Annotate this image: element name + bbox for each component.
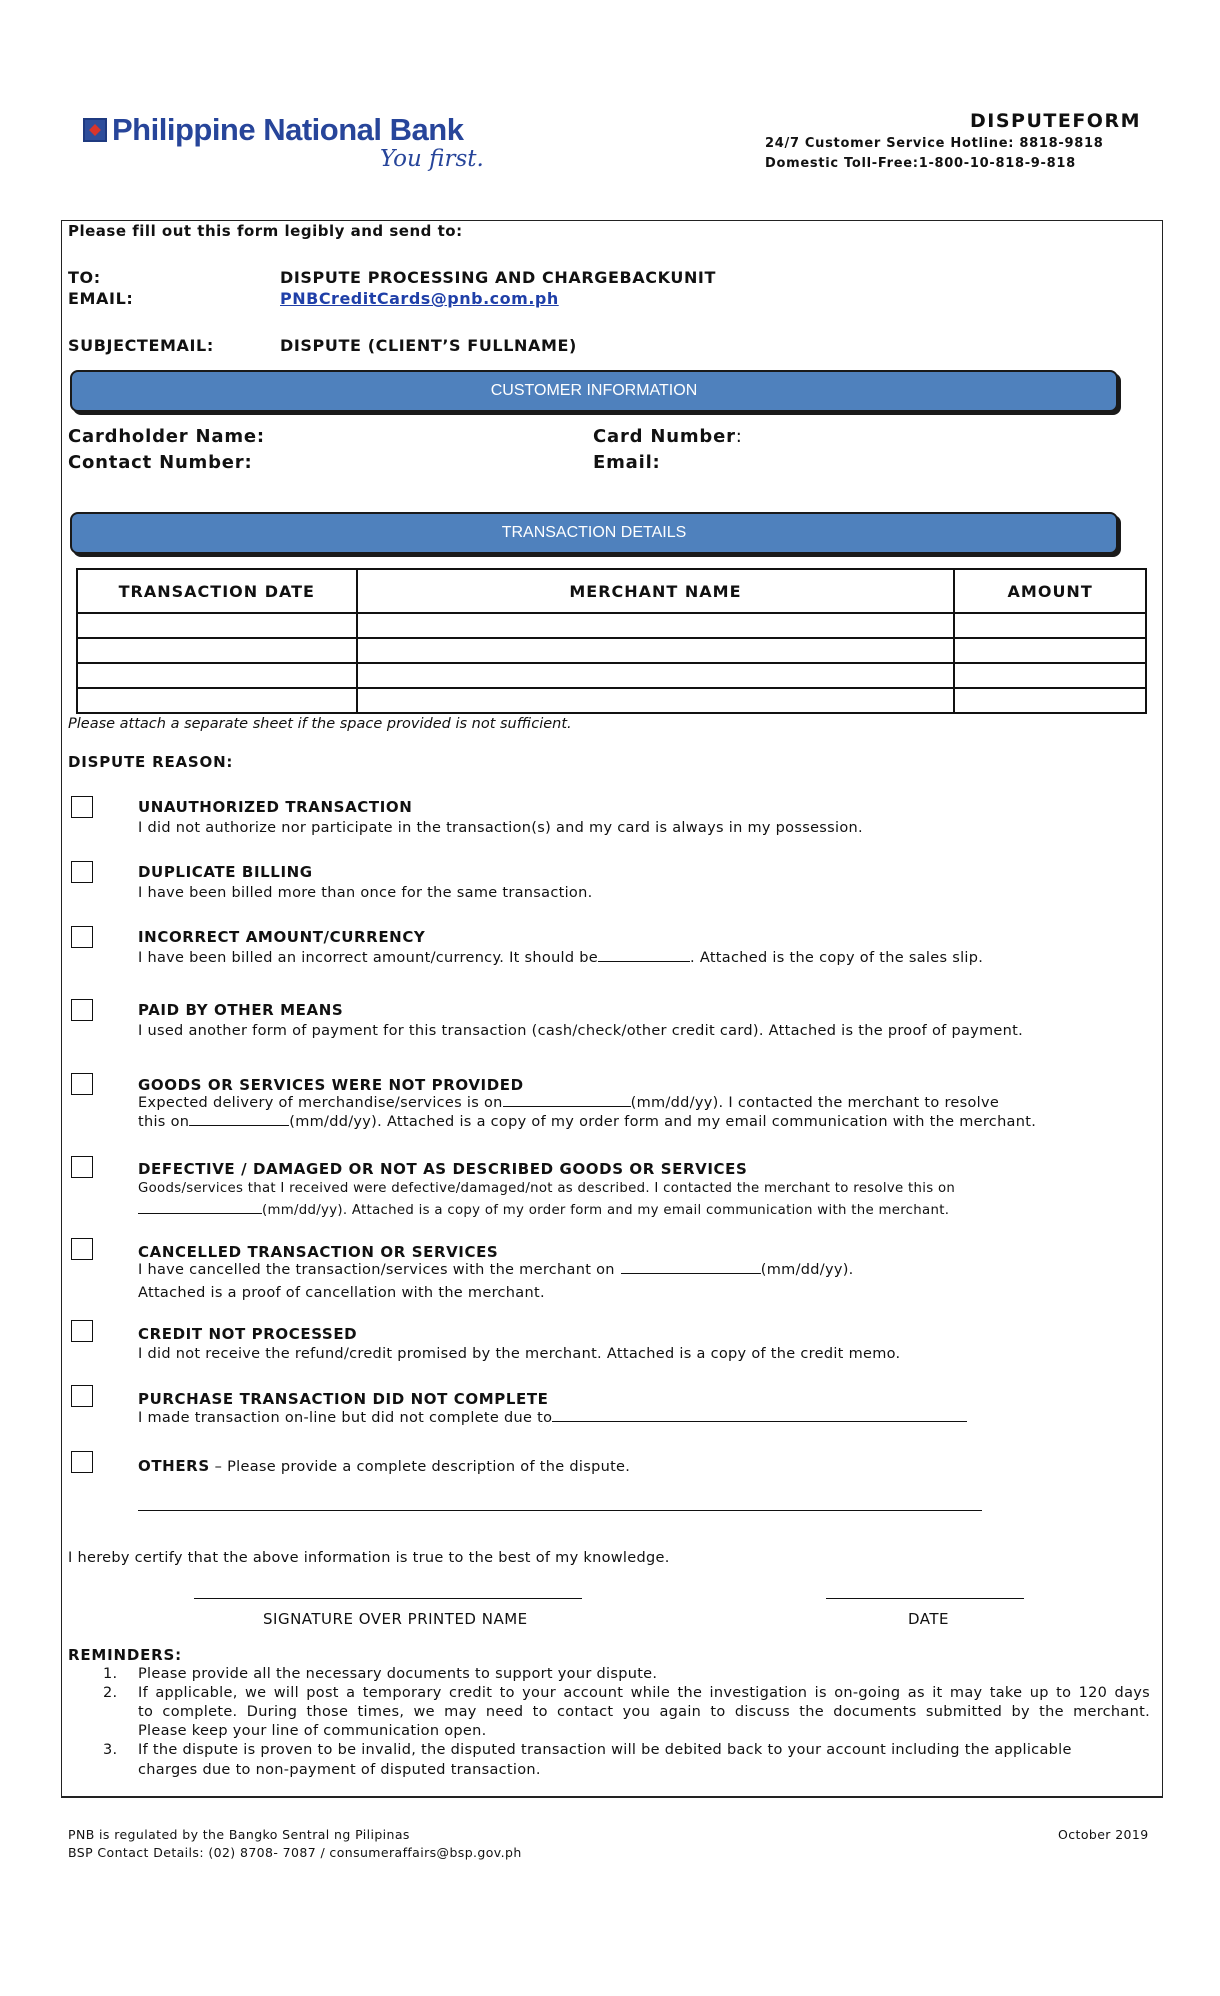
to-label: TO: — [68, 268, 101, 287]
card-number-label: Card Number — [593, 426, 736, 447]
date-caption: DATE — [908, 1610, 950, 1628]
reason-desc-part: (mm/dd/yy). — [760, 1262, 854, 1278]
reason-desc-part: I have been billed an incorrect amount/currency. It should be — [138, 950, 599, 966]
table-row[interactable] — [77, 613, 1146, 638]
reminder-number: 2. — [103, 1685, 118, 1701]
reminder-line: Please keep your line of communication open. — [138, 1723, 487, 1739]
reason-desc-part: I made transaction on-line but did not complete due to — [138, 1410, 553, 1426]
reason-desc: Attached is a proof of cancellation with the merchant. — [138, 1285, 545, 1301]
checkbox-icon[interactable] — [71, 1238, 93, 1260]
reason-desc-part: (mm/dd/yy). I contacted the merchant to resolve — [630, 1095, 1000, 1111]
email-label: EMAIL: — [68, 289, 134, 308]
card-number-field[interactable] — [593, 426, 743, 447]
reminder-line: Please provide all the necessary documents to support your dispute. — [138, 1666, 658, 1682]
reminder-line: If applicable, we will post a temporary credit to your account while the investigation is on-going as it may take up to 120 days — [138, 1685, 1150, 1701]
reason-title: PURCHASE TRANSACTION DID NOT COMPLETE — [138, 1390, 549, 1408]
reason-desc — [138, 1114, 1036, 1130]
reason-desc-part: I have cancelled the transaction/services with the merchant on — [138, 1262, 615, 1278]
cell-amount[interactable] — [954, 663, 1146, 688]
table-header-row — [77, 569, 1146, 613]
to-value: DISPUTE PROCESSING AND CHARGEBACKUNIT — [280, 268, 716, 287]
reason-title: DEFECTIVE / DAMAGED OR NOT AS DESCRIBED GOODS OR SERVICES — [138, 1160, 748, 1178]
reason-desc — [138, 950, 983, 966]
hotline-text: 24/7 Customer Service Hotline: 8818-9818 — [765, 136, 1104, 151]
cell-merchant[interactable] — [357, 663, 955, 688]
reason-title: CANCELLED TRANSACTION OR SERVICES — [138, 1243, 499, 1261]
reason-desc: Goods/services that I received were defective/damaged/not as described. I contacted the merchant to resolve this on — [138, 1181, 956, 1196]
transaction-heading: TRANSACTION DETAILS — [70, 512, 1118, 554]
checkbox-icon[interactable] — [71, 1320, 93, 1342]
checkbox-icon[interactable] — [71, 796, 93, 818]
checkbox-icon[interactable] — [71, 1156, 93, 1178]
cell-amount[interactable] — [954, 638, 1146, 663]
delivery-date-blank[interactable] — [503, 1106, 631, 1107]
reason-desc — [138, 1203, 949, 1218]
col-merchant-name: MERCHANT NAME — [357, 569, 955, 613]
col-transaction-date: TRANSACTION DATE — [77, 569, 357, 613]
reason-others — [138, 1457, 630, 1475]
subject-label: SUBJECTEMAIL: — [68, 336, 214, 355]
cell-date[interactable] — [77, 688, 357, 713]
resolve-date-blank[interactable] — [138, 1213, 262, 1214]
cell-date[interactable] — [77, 638, 357, 663]
cell-date[interactable] — [77, 663, 357, 688]
send-instruction: Please fill out this form legibly and send to: — [68, 222, 463, 240]
reason-desc — [138, 1095, 999, 1111]
reason-title: CREDIT NOT PROCESSED — [138, 1325, 358, 1343]
reminder-line: to complete. During those times, we may need to contact you again to discuss the documents submitted by the merchant. — [138, 1704, 1150, 1720]
reason-desc — [138, 1262, 854, 1278]
reason-desc-part: (mm/dd/yy). Attached is a copy of my order form and my email communication with the merchant. — [289, 1114, 1037, 1130]
reason-title: OTHERS — [138, 1457, 210, 1475]
table-row[interactable] — [77, 663, 1146, 688]
tollfree-text: Domestic Toll-Free:1-800-10-818-9-818 — [765, 156, 1076, 171]
certify-statement: I hereby certify that the above information is true to the best of my knowledge. — [68, 1550, 670, 1566]
pnb-logo-icon — [83, 118, 107, 142]
reason-desc: I have been billed more than once for the same transaction. — [138, 885, 593, 901]
table-row[interactable] — [77, 638, 1146, 663]
reason-desc-part: – Please provide a complete description of the dispute. — [209, 1459, 631, 1475]
form-title: DISPUTEFORM — [970, 110, 1141, 132]
checkbox-icon[interactable] — [71, 861, 93, 883]
checkbox-icon[interactable] — [71, 926, 93, 948]
cell-merchant[interactable] — [357, 638, 955, 663]
dispute-heading: DISPUTE REASON: — [68, 753, 234, 771]
reason-title: PAID BY OTHER MEANS — [138, 1001, 344, 1019]
reason-desc: I did not receive the refund/credit promised by the merchant. Attached is a copy of the credit memo. — [138, 1346, 901, 1362]
date-line[interactable] — [826, 1598, 1024, 1599]
checkbox-icon[interactable] — [71, 1073, 93, 1095]
cell-amount[interactable] — [954, 613, 1146, 638]
reason-desc-part: Expected delivery of merchandise/services is on — [138, 1095, 503, 1111]
checkbox-icon[interactable] — [71, 1385, 93, 1407]
cell-amount[interactable] — [954, 688, 1146, 713]
reason-desc-part: this on — [138, 1114, 190, 1130]
card-number-colon: : — [735, 426, 743, 447]
cardholder-label: Cardholder Name: — [68, 426, 265, 447]
frame-bottom — [61, 1796, 1163, 1798]
col-amount: AMOUNT — [954, 569, 1146, 613]
reminders-heading: REMINDERS: — [68, 1646, 182, 1664]
reason-title: GOODS OR SERVICES WERE NOT PROVIDED — [138, 1076, 524, 1094]
frame-left — [61, 220, 62, 1796]
subject-value: DISPUTE (CLIENT’S FULLNAME) — [280, 336, 577, 355]
reason-desc-part: . Attached is the copy of the sales slip. — [690, 950, 984, 966]
cell-merchant[interactable] — [357, 613, 955, 638]
checkbox-icon[interactable] — [71, 999, 93, 1021]
reminder-line: If the dispute is proven to be invalid, the disputed transaction will be debited back to your account including the applicable — [138, 1742, 1072, 1758]
reason-title: DUPLICATE BILLING — [138, 863, 313, 881]
customer-email-label: Email: — [593, 452, 661, 473]
footer-contact: BSP Contact Details: (02) 8708- 7087 / consumeraffairs@bsp.gov.ph — [68, 1845, 522, 1860]
footer-regulator: PNB is regulated by the Bangko Sentral ng Pilipinas — [68, 1827, 410, 1842]
cell-date[interactable] — [77, 613, 357, 638]
table-note: Please attach a separate sheet if the space provided is not sufficient. — [68, 716, 572, 732]
reminder-number: 3. — [103, 1742, 118, 1758]
customer-info-heading: CUSTOMER INFORMATION — [70, 370, 1118, 412]
checkbox-icon[interactable] — [71, 1451, 93, 1473]
contact-date-blank[interactable] — [189, 1125, 289, 1126]
bank-tagline: You first. — [380, 146, 484, 172]
reason-title: UNAUTHORIZED TRANSACTION — [138, 798, 413, 816]
reason-desc: I did not authorize nor participate in the transaction(s) and my card is always in my possession. — [138, 820, 863, 836]
frame-top — [61, 220, 1162, 221]
reminder-number: 1. — [103, 1666, 118, 1682]
reason-desc: I used another form of payment for this transaction (cash/check/other credit card). Attached is the proof of payment. — [138, 1023, 1024, 1039]
table-row[interactable] — [77, 688, 1146, 713]
reason-desc-part: (mm/dd/yy). Attached is a copy of my order form and my email communication with the merchant. — [262, 1203, 950, 1218]
cell-merchant[interactable] — [357, 688, 955, 713]
transaction-table — [76, 568, 1147, 714]
contact-label: Contact Number: — [68, 452, 253, 473]
incomplete-reason-blank[interactable] — [552, 1421, 967, 1422]
cancel-date-blank[interactable] — [621, 1273, 761, 1274]
reason-desc — [138, 1410, 967, 1426]
others-description-line[interactable] — [138, 1510, 982, 1511]
frame-right — [1162, 220, 1163, 1796]
reason-title: INCORRECT AMOUNT/CURRENCY — [138, 928, 426, 946]
amount-blank[interactable] — [598, 961, 690, 962]
reminder-line: charges due to non-payment of disputed transaction. — [138, 1762, 541, 1778]
signature-line[interactable] — [194, 1598, 582, 1599]
email-link[interactable]: PNBCreditCards@pnb.com.ph — [280, 289, 559, 308]
signature-caption: SIGNATURE OVER PRINTED NAME — [263, 1610, 528, 1628]
footer-date: October 2019 — [1058, 1827, 1149, 1842]
bank-name: Philippine National Bank — [112, 112, 464, 147]
